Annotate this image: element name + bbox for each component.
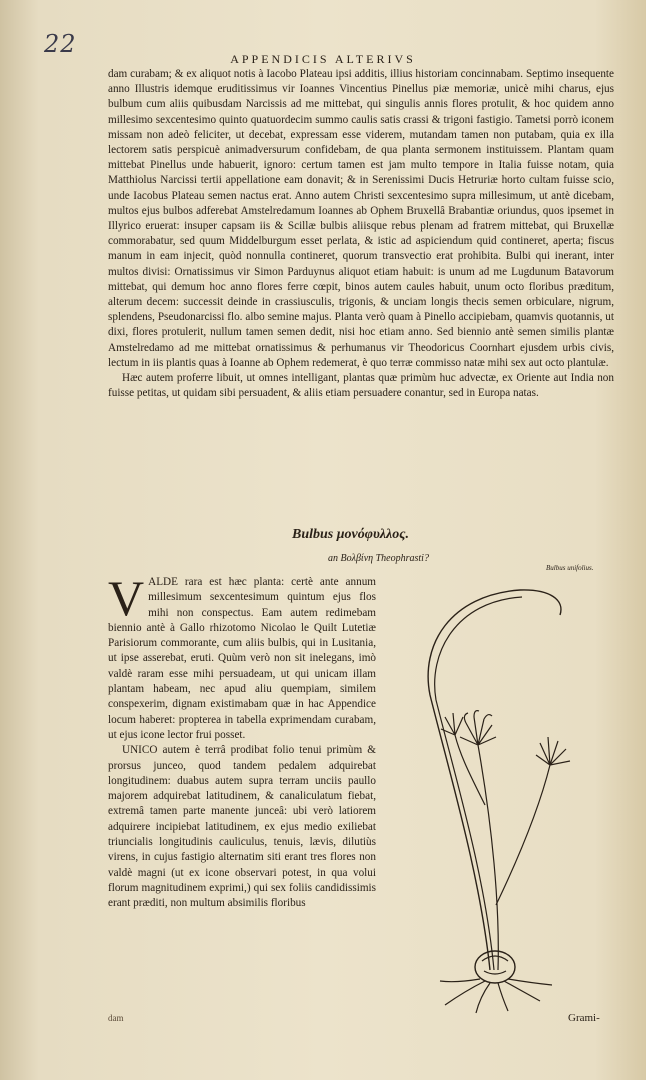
description-paragraph-1	[108, 570, 376, 743]
section-title: Bulbus μονόφυλλος.	[292, 527, 409, 542]
folio-number: 22	[44, 30, 77, 58]
plate-label: Bulbus unifolius.	[546, 564, 594, 572]
signature-mark: dam	[108, 1013, 124, 1023]
main-text-block	[108, 67, 614, 401]
catchword: Grami-	[568, 1012, 600, 1024]
description-column	[108, 570, 376, 912]
flower-right	[536, 737, 570, 765]
running-head: APPENDICIS ALTERIVS	[230, 52, 416, 66]
section-subtitle: an Βολβίνη Theophrasti?	[328, 553, 429, 564]
paragraph-2: Hæc autem proferre libuit, ut omnes intelligant, plantas quæ primùm huc advectæ, ex Oriente aut India non fuisse petitas, ut quidam sibi persuadent, & aliis etiam persuadere conantur, sed in Europa natas.	[108, 372, 614, 400]
paragraph-1: dam curabam; & ex aliquot notis à Iacobo Plateau ipsi additis, illius historiam concinnabam. Septimo insequente anno Illustris idemque eruditissimus vir Ioannes Vincentius Pinellus piæ memoriæ, unicè mihi charus, ejus bulbum cum aliis quibusdam Narcissis ad me mittebat, qui singulis annis flores protulit, & hoc quidem anno millesimo sexcentesimo quinto quatuordecim summo caulis satis crassi & trigoni fastigio. Tametsi porrò iconem missam non adeò feliciter, ut decebat, expressam esse viderem, mutandam tamen non putabam, quia ex illa lectorem satis perspicuè animadversurum confidebam, de qua planta sermonem instituissem. Plantam quam mittebat Pinellus unde habuerit, ignoro: certum tamen est jam multo tempore in Italia fuisse notam, quia Matthiolus Narcissi tertii appellatione eam donavit; & in Serenissimi Ducis Hetruriæ horto cultam fuisse scio, unde Iacobus Plateau semen nactus erat. Anno autem Christi sexcentesimo supra millesimum, ut antè dicebam, multos ejus bulbos adferebat Amstelredamum Ioannes ab Ophem Bruxellâ Brabantiæ oriundus, quos ipsemet in Illyrico eruerat: insuper capsam iis & Scillæ bulbis aliisque rebus plenam ad fratrem mittebat, qui Bruxellæ commorabatur, sed quum Middelburgum esset perlata, & istic ad aspiciendum quid contineret, aperta; fiscus manum in eam injecit, quòd nonnulla contineret, quorum transvectio erat prohibita. Bulbi qui inerant, inter multos divisi: Ornatissimus vir Simon Parduynus aliquot etiam habuit: is unum ad me Lugdunum Batavorum mittebat, qui demum hoc anno flores ferre cœpit, binos autem caules habuit, unum octo floribus præditum, alterum decem: successit deinde in crassiusculis, trigonis, & unciam longis thecis semen orbiculare, nigrum, splendens, Pseudonarcissi flo. albo semine majus. Planta verò quam à Pinello accipiebam, quamvis quotannis, ut dixi, flores protulerit, nullum tamen semen dedit, nisi hoc etiam anno. Sed biennio antè semen similis plantæ Amstelredamo ad me mittebat ornatissimus & perhumanus vir Theodoricus Coornhart ejusdem urbis civis, lectum in iis plantis quas à Ioanne ab Ophem redemerat, è quo terræ commisso natæ mihi sex aut octo plantulæ.	[108, 68, 614, 369]
description-paragraph-2: UNICO autem è terrâ prodibat folio tenui primùm & prorsus junceo, quod tandem pedalem adquirebat longitudinem: duabus autem supra terram unciis paullo majorem adquirebat latitudinem, & canaliculatum fiebat, extremâ tamen parte manente junceâ: ubi verò latiorem adquirere incipiebat latitudinem, ex ejus medio exiliebat triuncialis longitudinis cauliculus, tenuis, lævis, dilutiùs virens, in cujus fastigio alternatim siti erant tres flores non valdè magni (ut ex icone observari potest, in qua volui florum magnitudinem exprimi,) qui sex foliis candidissimis erant præditi, non multum absimilis floribus	[108, 744, 376, 910]
plant-woodcut-illustration	[390, 575, 590, 1015]
description-text-1: ALDE rara est hæc planta: certè ante annum millesimum sexcentesimum quintum ejus flos mihi non conspectus. Eam autem redimebam biennio antè à Gallo rhizotomo Nicolao le Quilt Lutetiæ Parisiorum commorante, cum aliis bulbis, qui in Lusitania, ut ipse asserebat, eruti. Quùm verò non sit inelegans, imò valdè raram esse mihi persuadeam, ut qui unicam illam plantam habeam, nec apud aliu quempiam, similem conspexerim, dignam existimabam quæ in hac Appendice locum haberet: propterea in tabella exprimendam curabam, ut ejus icone lector frui posset.	[108, 576, 376, 741]
dropcap: V	[108, 570, 145, 626]
flower-upper	[460, 711, 496, 745]
